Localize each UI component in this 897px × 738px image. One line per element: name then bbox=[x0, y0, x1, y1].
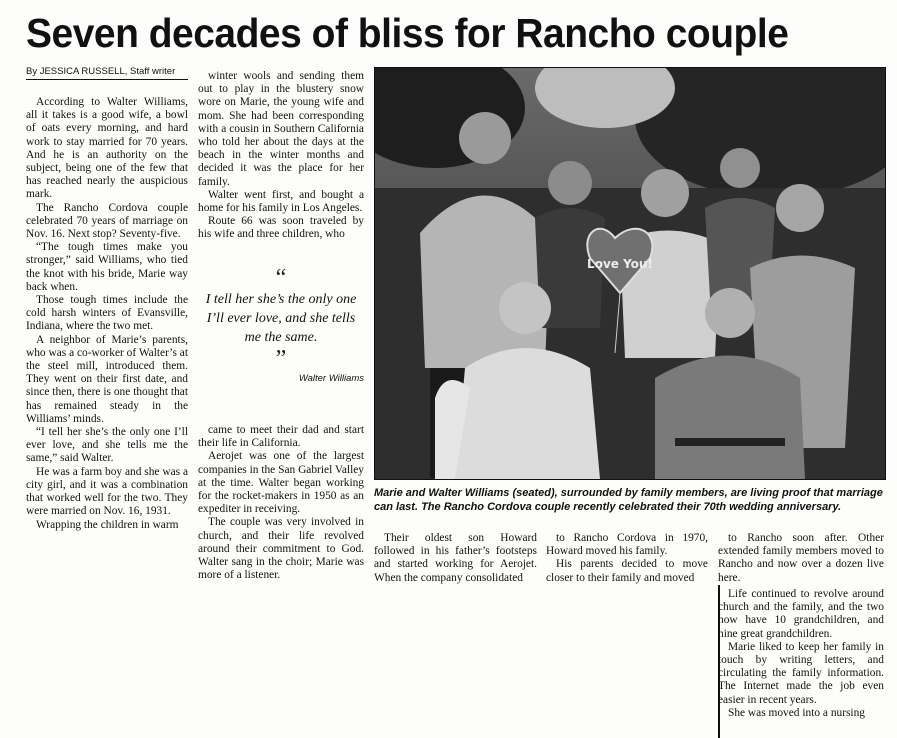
article-paragraph: He was a farm boy and she was a city girl, and it was a combination that worked well for the two. They were married on Nov. 16, 1931. bbox=[26, 465, 188, 518]
article-paragraph: The couple was very involved in church, and their life revolved around their commitment to God. Walter sang in the choir; Marie was more of a listener. bbox=[198, 516, 364, 582]
article-paragraph: to Rancho soon after. Other extended family members moved to Rancho and now over a dozen live here. bbox=[718, 532, 884, 584]
article-paragraph: Aerojet was one of the largest companies in the San Gabriel Valley at the time. Walter began working for the rocket-makers in 1950 as an expediter in receiving. bbox=[198, 450, 364, 516]
article-column-2-top bbox=[198, 70, 364, 242]
article-column-5-bottom bbox=[718, 588, 884, 720]
pull-quote-text: I tell her she’s the only one I’ll ever love, and she tells me the same. bbox=[205, 292, 357, 345]
article-paragraph: Those tough times include the cold harsh winters of Evansville, Indiana, where the two met. bbox=[26, 294, 188, 333]
headline: Seven decades of bliss for Rancho couple bbox=[26, 10, 789, 56]
article-column-4 bbox=[546, 532, 708, 585]
article-paragraph: came to meet their dad and start their life in California. bbox=[198, 424, 364, 450]
article-paragraph: “I tell her she’s the only one I’ll ever love, and she tells me the same,” said Walter. bbox=[26, 426, 188, 465]
article-paragraph: to Rancho Cordova in 1970, Howard moved his family. bbox=[546, 532, 708, 558]
article-paragraph: Route 66 was soon traveled by his wife and three children, who bbox=[198, 215, 364, 241]
article-paragraph: A neighbor of Marie’s parents, who was a co-worker of Walter’s at the steel mill, introduced them. They went on their first date, and since then, there is one thought that has remained steady in the Williams’ minds. bbox=[26, 333, 188, 425]
article-paragraph: winter wools and sending them out to play in the blustery snow wore on Marie, the young wife and mom. She had been corresponding with a cousin in Southern California who told her about the days at the beach in the winter months and decided it was the place for her family. bbox=[198, 70, 364, 188]
article-paragraph: Life continued to revolve around church and the family, and the two now have 10 grandchildren, and nine great grandchildren. bbox=[718, 588, 884, 640]
close-quote-mark: ” bbox=[275, 346, 287, 372]
family-photo-illustration bbox=[375, 68, 885, 479]
article-column-5-top bbox=[718, 532, 884, 585]
pull-quote bbox=[198, 265, 364, 384]
photo-caption: Marie and Walter Williams (seated), surrounded by family members, are living proof that marriage can last. The Rancho Cordova couple recently celebrated their 70th wedding anniversary. bbox=[374, 487, 883, 513]
article-paragraph: Wrapping the children in warm bbox=[36, 518, 179, 531]
balloon-text: Love You! bbox=[587, 257, 653, 271]
article-paragraph: “The tough times make you stronger,” said Williams, who tied the knot with his bride, Marie way back when. bbox=[26, 241, 188, 293]
article-column-3 bbox=[374, 532, 537, 585]
article-paragraph: Walter went first, and bought a home for his family in Los Angeles. bbox=[198, 188, 364, 215]
article-paragraph: Marie liked to keep her family in touch by writing letters, and circulating the family information. The Internet made the job even easier in recent years. bbox=[718, 640, 884, 706]
open-quote-mark: “ bbox=[275, 265, 287, 291]
byline: By JESSICA RUSSELL, Staff writer bbox=[26, 66, 188, 80]
article-paragraph: His parents decided to move closer to their family and moved bbox=[546, 558, 708, 584]
article-paragraph: Their oldest son Howard followed in his father’s footsteps and started working for Aerojet. When the company consolidated bbox=[374, 532, 537, 584]
pull-quote-attribution: Walter Williams bbox=[298, 373, 364, 384]
article-column-2-bottom bbox=[198, 424, 364, 582]
family-photo bbox=[374, 67, 886, 480]
article-paragraph: She was moved into a nursing bbox=[728, 706, 865, 719]
article-paragraph: According to Walter Williams, all it takes is a good wife, a bowl of oats every morning, and hard work to stay married for 70 years. And he is an authority on the subject, being one of the few that has reached nearly the auspicious mark. bbox=[26, 96, 188, 201]
article-column-1 bbox=[26, 96, 188, 532]
article-paragraph: The Rancho Cordova couple celebrated 70 years of marriage on Nov. 16. Next stop? Seventy-five. bbox=[26, 201, 188, 241]
